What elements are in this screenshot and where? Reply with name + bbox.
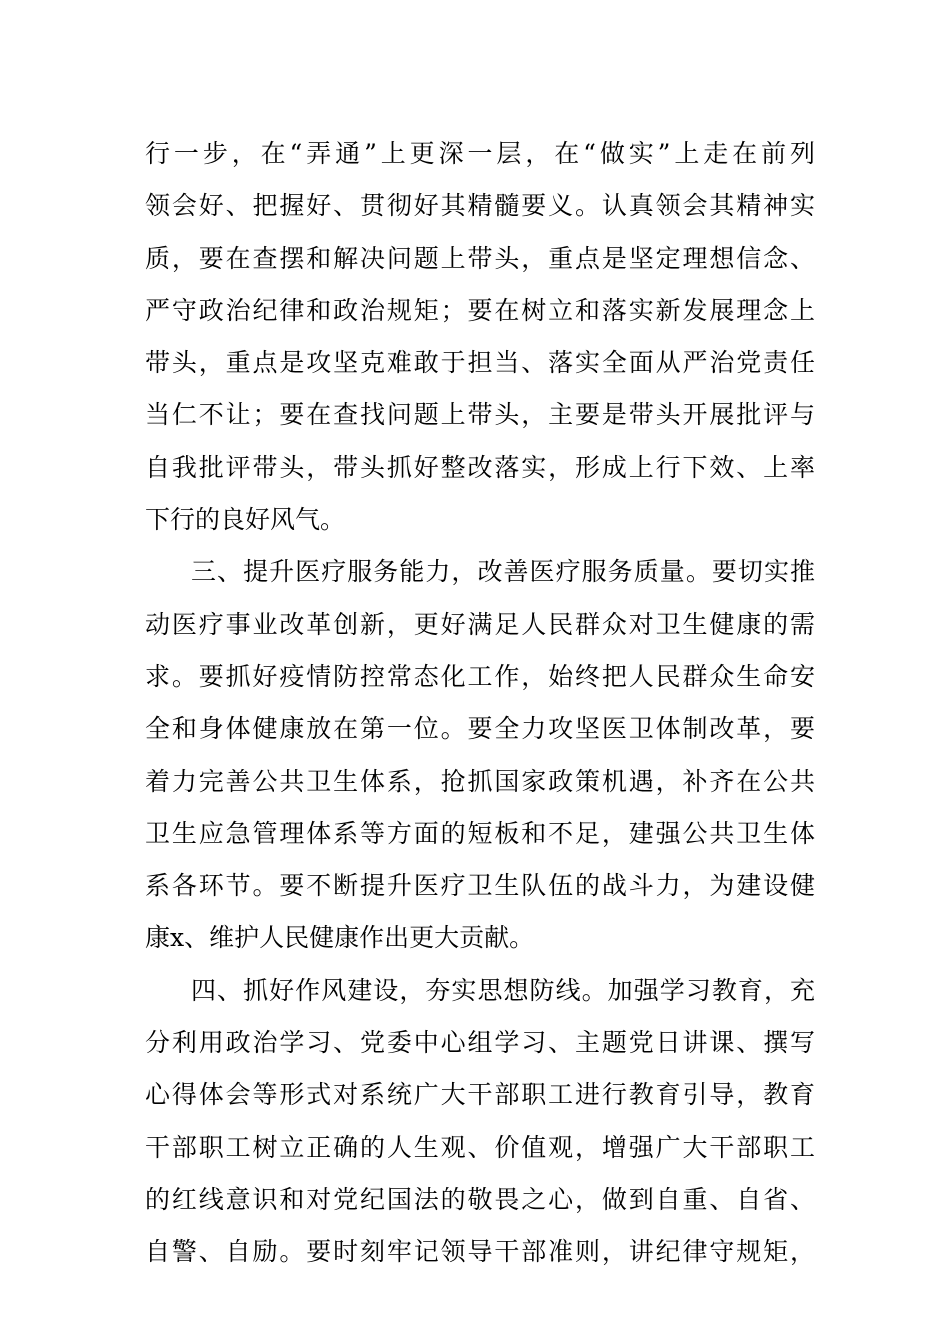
document-body [145, 128, 815, 1279]
text-line: 康x、维护人民健康作出更大贡献。 [145, 923, 535, 953]
text-line: 动医疗事业改革创新，更好满足人民群众对卫生健康的需 [145, 609, 815, 639]
text-line: 着力完善公共卫生体系，抢抓国家政策机遇，补齐在公共 [145, 766, 815, 796]
text-line: 心得体会等形式对系统广大干部职工进行教育引导，教育 [145, 1080, 815, 1110]
text-line: 干部职工树立正确的人生观、价值观，增强广大干部职工 [145, 1132, 815, 1162]
text-line: 系各环节。要不断提升医疗卫生队伍的战斗力，为建设健 [145, 871, 815, 901]
text-line: 自我批评带头，带头抓好整改落实，形成上行下效、上率 [145, 452, 815, 482]
text-line: 求。要抓好疫情防控常态化工作，始终把人民群众生命安 [145, 661, 815, 691]
text-line: 带头，重点是攻坚克难敢于担当、落实全面从严治党责任 [145, 348, 815, 378]
text-line: 分利用政治学习、党委中心组学习、主题党日讲课、撰写 [145, 1028, 815, 1058]
text-line: 全和身体健康放在第一位。要全力攻坚医卫体制改革，要 [145, 714, 815, 744]
text-line: 行一步，在“弄通”上更深一层，在“做实”上走在前列 [145, 139, 815, 168]
text-line: 下行的良好风气。 [145, 505, 346, 535]
text-line: 卫生应急管理体系等方面的短板和不足，建强公共卫生体 [145, 818, 815, 848]
text-line: 自警、自励。要时刻牢记领导干部准则，讲纪律守规矩， [145, 1237, 815, 1267]
text-line: 的红线意识和对党纪国法的敬畏之心，做到自重、自省、 [145, 1184, 815, 1214]
paragraph-three-heading-line: 三、提升医疗服务能力，改善医疗服务质量。要切实推 [191, 557, 815, 587]
text-line: 领会好、把握好、贯彻好其精髓要义。认真领会其精神实 [145, 191, 815, 221]
text-line: 严守政治纪律和政治规矩；要在树立和落实新发展理念上 [145, 295, 815, 325]
text-line: 当仁不让；要在查找问题上带头，主要是带头开展批评与 [145, 400, 815, 430]
paragraph-four-heading-line: 四、抓好作风建设，夯实思想防线。加强学习教育，充 [191, 975, 815, 1005]
text-line: 质，要在查摆和解决问题上带头，重点是坚定理想信念、 [145, 243, 815, 273]
